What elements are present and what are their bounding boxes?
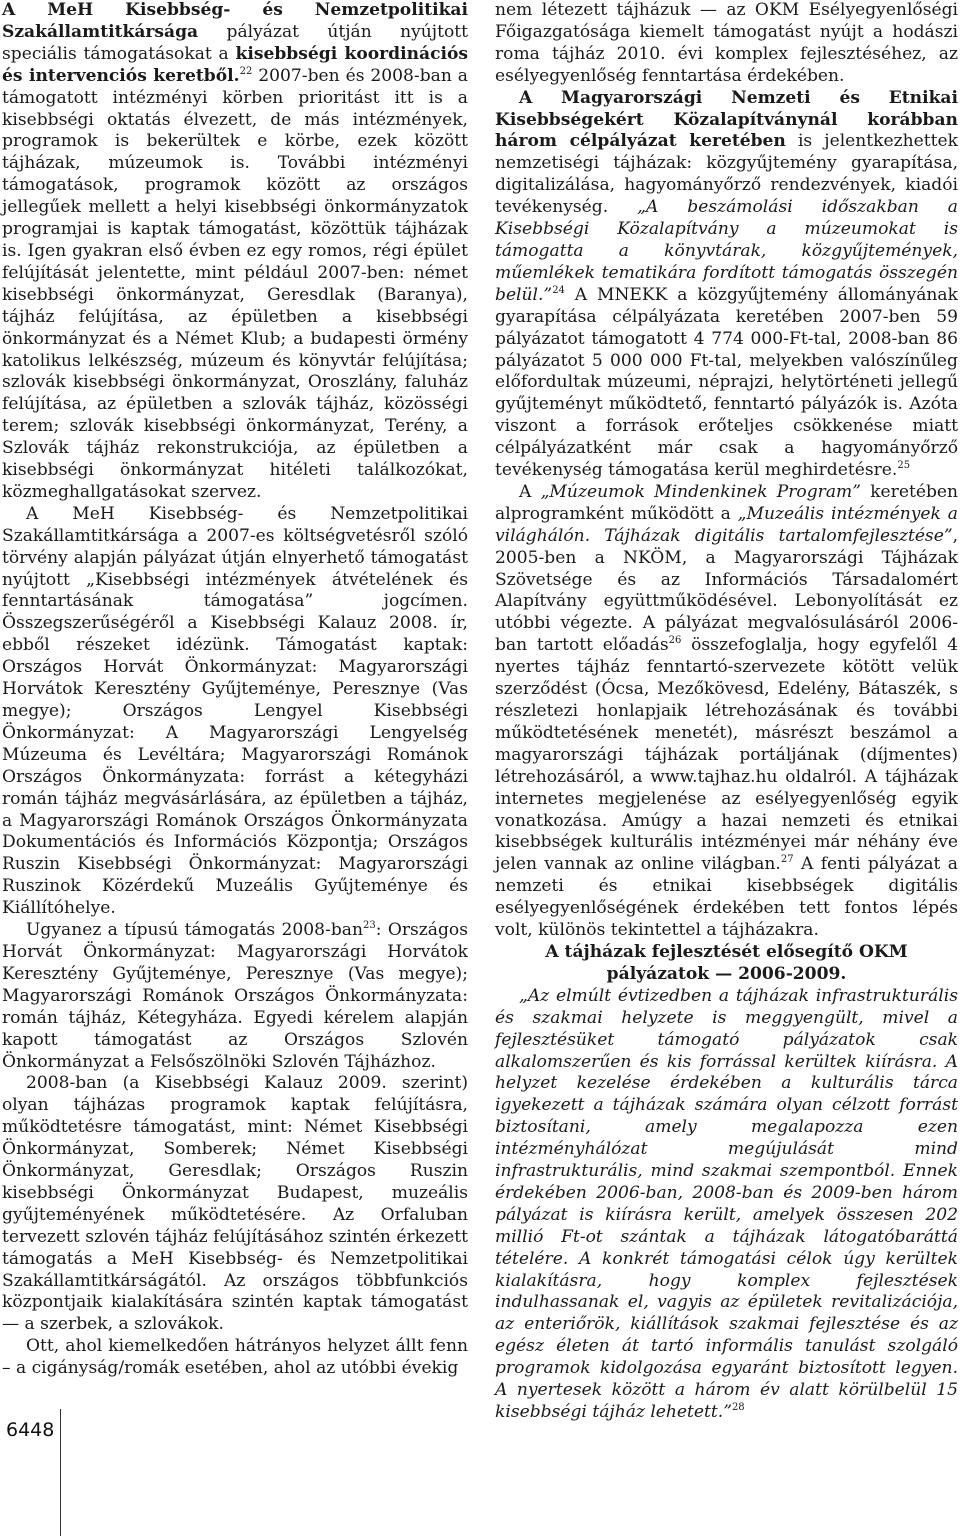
footnote-ref-28: 28 bbox=[731, 1402, 745, 1413]
right-p3-text-5: A fenti pályázat a nemzeti és etnikai kisebbségek digitális esélyegyenlőségének érdekében tett fontos lépés volt, különös tekintettel a tájházakra. bbox=[495, 854, 959, 941]
left-column bbox=[2, 0, 468, 1380]
page-footer bbox=[0, 1409, 61, 1536]
right-p3-italic-1: „Múzeumok Mindenkinek Program” bbox=[540, 481, 861, 502]
right-paragraph-2 bbox=[495, 88, 958, 482]
left-p3-text-2: : Országos Horvát Önkormányzat: Magyarországi Horvátok Keresztény Gyűjteménye, Peresznye (Vas megye); Magyarországi Románok Országos Önkormányzata: román tájház, Kétegyháza. Egyedi kérelem alapján kapott támogatást az Országos Szlovén Önkormányzat a Felsőszölnöki Szlovén Tájházhoz. bbox=[2, 920, 468, 1072]
right-p3-text-1: A bbox=[519, 481, 541, 502]
left-paragraph-4: 2008-ban (a Kisebbségi Kalauz 2009. szerint) olyan tájházas programok kaptak felújításra, működtetésre támogatást, mint: Német Kisebbségi Önkormányzat, Somberek; Német Kisebbségi Önkormányzat, Geresdlak; Országos Ruszin kisebbségi Önkormányzat Budapest, muzeális gyűjteményének működtetésére. Az Orfaluban tervezett szlovén tájház felújításához szintén érkezett támogatás a MeH Kisebbség- és Nemzetpolitikai Szakállamtitkárságától. Az országos többfunkciós központjaik kialakítására szintén kaptak támogatást — a szerbek, a szlovákok. bbox=[2, 1073, 468, 1335]
footnote-ref-26: 26 bbox=[668, 635, 682, 647]
footnote-ref-23: 23 bbox=[362, 920, 376, 932]
left-paragraph-1 bbox=[2, 0, 468, 504]
section-heading-text: A tájházak fejlesztését elősegítő OKM pályázatok — 2006-2009. bbox=[545, 941, 908, 984]
right-p3-text-2: keretében alprogramként működött a bbox=[495, 481, 959, 524]
left-paragraph-5: Ott, ahol kiemelkedően hátrányos helyzet állt fenn – a cigányság/romák esetében, ahol az utóbbi évekig bbox=[2, 1336, 468, 1379]
footnote-ref-25: 25 bbox=[897, 460, 911, 472]
footnote-ref-24: 24 bbox=[552, 284, 565, 296]
left-p1-bold-1: A MeH Kisebbség- és Nemzetpolitikai Szakállamtitkársága bbox=[2, 0, 468, 42]
right-p3-text-3: , 2005-ben a NKÖM, a Magyarországi Tájházak Szövetsége és az Információs Társadalomért Alapítvány együttműködésével. Lebonyolítását ez utóbbi végezte. A pályázat megvalósulásáról 2006-ban tartott előadás bbox=[495, 525, 958, 656]
right-p2-italic-1: „A beszámolási időszakban a Kisebbségi Közalapítvány a múzeumokat is támogatta a könyvtárak, közgyűjtemények, műemlékek tematikára fordított támogatás összegén belül.” bbox=[495, 197, 958, 305]
right-paragraph-1: nem létezett tájházuk — az OKM Esélyegyenlőségi Főigazgatósága kiemelt támogatást nyújt a hodászi roma tájház 2010. évi komplex fejlesztéséhez, az esélyegyenlőség fenntartása érdekében. bbox=[495, 0, 958, 86]
left-paragraph-3 bbox=[2, 920, 468, 1073]
left-p1-text-1: pályázat útján nyújtott speciális támogatásokat a bbox=[2, 21, 468, 64]
right-p2-bold-1: A Magyarországi Nemzeti és Etnikai Kisebbségekért Közalapítványnál korábban három célpályázat keretében bbox=[495, 87, 958, 152]
right-p2-text-2: A MNEKK a közgyűjtemény állományának gyarapítása célpályázata keretében 2007-ben 59 pályázatot támogatott 4 774 000-Ft-tal, 2008-ban 86 pályázatot 5 000 000 Ft-tal, melyekben valószínűleg előfordultak múzeumi, néprajzi, helytörténeti jellegű gyűjteményt működtető, fenntartó pályázók is. Azóta viszont a források erőteljes csökkenése miatt célpályázatként már csak a hagyományőrző tevékenység támogatása kerül meghirdetésre. bbox=[495, 284, 958, 481]
right-column bbox=[495, 0, 958, 1424]
right-quote-text: „Az elmúlt évtizedben a tájházak infrastrukturális és szakmai helyzete is meggyengült, mivel a fejlesztésüket támogató pályázatok csak alkalomszerűen és kis forrással kerültek kiírásra. A helyzet kezelése érdekében a kulturális tárca igyekezett a tájházak számára olyan célzott forrást biztosítani, amely megalapozza ezen intézményhálózat megújulását mind infrastrukturális, mind szakmai szempontból. Ennek érdekében 2006-ban, 2008-ban és 2009-ben három pályázat is kiírásra került, amelyek összesen 202 millió Ft-ot szántak a tájházak látogatóbaráttá tételére. A konkrét támogatási célok úgy kerültek kialakításra, hogy komplex fejlesztések indulhassanak el, vagyis az épületek revitalizációja, az enteriőrök, kiállítások szakmai fejlesztése és az egész életen át tartó informális tanulást szolgáló programok kidolgozása egyaránt biztosított legyen. A nyertesek között a három év alatt körülbelül 15 kisebbségi tájház lehetett.” bbox=[495, 985, 958, 1422]
page-number: 6448 bbox=[6, 1419, 55, 1441]
left-p3-text-1: Ugyanez a típusú támogatás 2008-ban bbox=[26, 920, 363, 941]
left-p1-text-2: 2007-ben és 2008-ban a támogatott intézményi körben prioritást itt is a kisebbségi oktatás élvezett, de más intézmények, programok is bekerültek e körbe, ezek között tájházak, múzeumok is. További intézményi támogatások, programok között az országos jellegűek mellett a helyi kisebbségi önkormányzatok programjai is kaptak támogatást, közöttük tájházak is. Igen gyakran első évben ez egy romos, régi épület felújítását jelentette, mint például 2007-ben: német kisebbségi önkormányzat, Geresdlak (Baranya), tájház felújítása, az épületben a kisebbségi önkormányzat és a Német Klub; a budapesti örmény katolikus lelkészség, múzeum és könyvtár felújítása; szlovák kisebbségi önkormányzat, Oroszlány, faluház felújítása, az épületben a szlovák tájház, közösségi terem; szlovák kisebbségi önkormányzat, Terény, a Szlovák tájház rekonstrukciója, az épületben a kisebbségi önkormányzat hitéleti találkozókat, közmeghallgatásokat szervez. bbox=[2, 65, 468, 502]
right-paragraph-3 bbox=[495, 482, 958, 942]
right-p3-italic-2: „Muzeális intézmények a világhálón. Tájházak digitális tartalomfejlesztése” bbox=[495, 503, 958, 546]
section-heading bbox=[495, 942, 958, 986]
left-paragraph-2: A MeH Kisebbség- és Nemzetpolitikai Szakállamtitkársága a 2007-es költségvetésről szóló törvény alapján pályázat útján elnyerhető támogatást nyújtott „Kisebbségi intézmények átvételének és fenntartásának támogatása” jogcímen. Összegszerűségéről a Kisebbségi Kalauz 2008. ír, ebből részeket idézünk. Támogatást kaptak: Országos Horvát Önkormányzat: Magyarországi Horvátok Keresztény Gyűjteménye, Peresznye (Vas megye); Országos Lengyel Kisebbségi Önkormányzat: A Magyarországi Lengyelség Múzeuma és Levéltára; Magyarországi Románok Országos Önkormányzata: forrást a kétegyházi román tájház megvásárlására, az épületben a tájház, a Magyarországi Románok Országos Önkormányzata Dokumentációs és Információs Központja; Országos Ruszin Kisebbségi Önkormányzat: Magyarországi Ruszinok Közérdekű Muzeális Gyűjteménye és Kiállítóhelye. bbox=[2, 503, 468, 919]
right-p3-text-4: összefoglalja, hogy egyfelől 4 nyertes tájház fenntartó-szervezete kötött velük szerződést (Ócsa, Mezőkövesd, Edelény, Bátaszék, s részletezi honlapjaik létrehozásának és további működtetésének menetét), másrészt beszámol a magyarországi tájházak portáljának (díjmentes) létrehozásáról, a www.tajhaz.hu oldalról. A tájházak internetes megjelenése az esélyegyenlőség egyik vonatkozása. Amúgy a hazai nemzeti és etnikai kisebbségek kulturális intézményei már néhány éve jelen vannak az online világban. bbox=[495, 635, 958, 875]
left-p1-bold-2: kisebbségi koordinációs és intervenciós keretből. bbox=[2, 43, 468, 86]
right-quote bbox=[495, 986, 958, 1424]
footnote-ref-22: 22 bbox=[239, 65, 253, 77]
footnote-ref-27: 27 bbox=[780, 854, 794, 866]
right-p2-text-1: is jelentkezhettek nemzetiségi tájházak: közgyűjtemény gyarapítása, digitalizálása, hagyományőrző rendezvények, kiadói tevékenység. bbox=[495, 131, 958, 218]
